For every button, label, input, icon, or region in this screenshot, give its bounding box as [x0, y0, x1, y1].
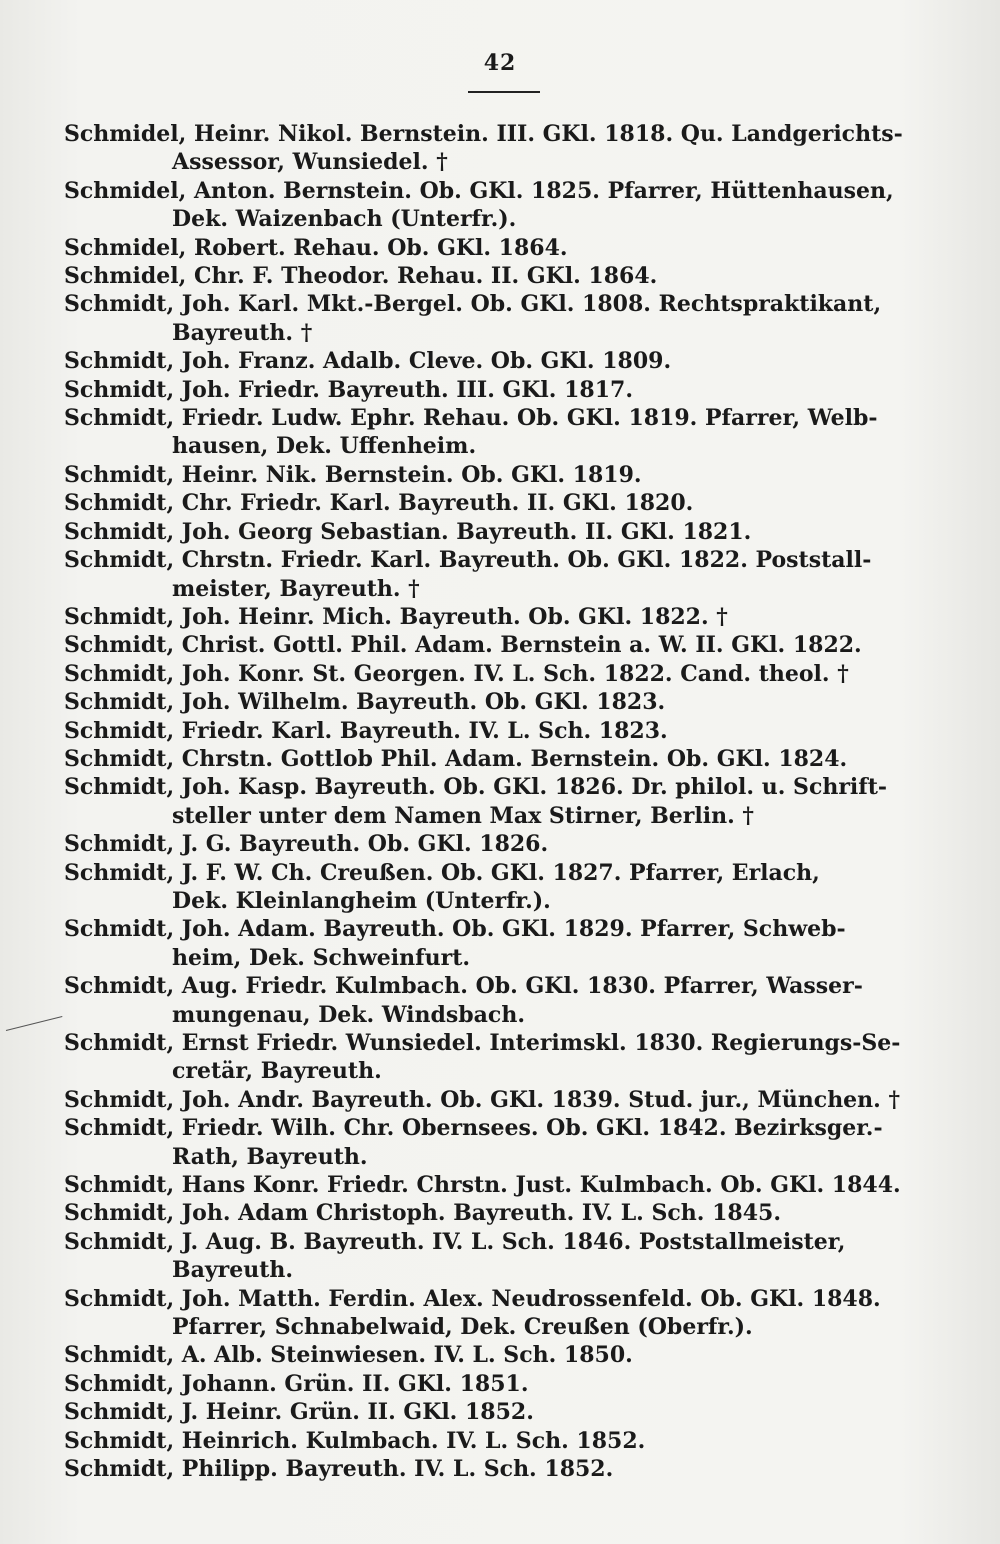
register-entry	[64, 830, 936, 858]
entry-line: Schmidt, Joh. Andr. Bayreuth. Ob. GKl. 1839. Stud. jur., München. †	[64, 1086, 900, 1113]
page-number: 42	[483, 50, 517, 76]
register-entry	[64, 859, 936, 916]
entry-line: Schmidt, J. F. W. Ch. Creußen. Ob. GKl. 1827. Pfarrer, Erlach,	[64, 859, 820, 886]
entry-line: Schmidel, Robert. Rehau. Ob. GKl. 1864.	[64, 234, 568, 261]
entry-line: Schmidel, Heinr. Nikol. Bernstein. III. GKl. 1818. Qu. Landgerichts-	[64, 121, 903, 147]
register-entries	[64, 120, 936, 1484]
entry-line: Schmidt, Heinrich. Kulmbach. IV. L. Sch. 1852.	[64, 1427, 646, 1454]
entry-continuation-line: Bayreuth. †	[172, 319, 313, 346]
entry-line: Schmidt, Hans Konr. Friedr. Chrstn. Just. Kulmbach. Ob. GKl. 1844.	[64, 1172, 901, 1199]
register-entry	[64, 660, 936, 688]
entry-line: Schmidt, Joh. Adam Christoph. Bayreuth. IV. L. Sch. 1845.	[64, 1200, 781, 1227]
register-entry	[64, 234, 936, 262]
register-entry	[64, 745, 936, 773]
register-entry	[64, 1029, 936, 1086]
entry-line: Schmidt, A. Alb. Steinwiesen. IV. L. Sch. 1850.	[64, 1342, 633, 1369]
entry-line: Schmidt, J. Aug. B. Bayreuth. IV. L. Sch. 1846. Poststallmeister,	[64, 1228, 846, 1255]
entry-continuation-line: cretär, Bayreuth.	[172, 1058, 382, 1085]
register-entry	[64, 177, 936, 234]
entry-continuation-line: hausen, Dek. Uffenheim.	[172, 433, 477, 460]
entry-continuation-line: meister, Bayreuth. †	[172, 575, 420, 602]
entry-line: Schmidt, Chr. Friedr. Karl. Bayreuth. II. GKl. 1820.	[64, 490, 694, 517]
register-entry	[64, 1171, 936, 1199]
margin-pencil-mark	[6, 1016, 63, 1031]
register-entry	[64, 120, 936, 177]
register-entry	[64, 518, 936, 546]
entry-line: Schmidt, J. Heinr. Grün. II. GKl. 1852.	[64, 1399, 534, 1426]
entry-continuation-line: heim, Dek. Schweinfurt.	[172, 944, 471, 971]
entry-line: Schmidt, Joh. Heinr. Mich. Bayreuth. Ob. GKl. 1822. †	[64, 603, 728, 630]
entry-line: Schmidt, Joh. Matth. Ferdin. Alex. Neudrossenfeld. Ob. GKl. 1848.	[64, 1285, 881, 1312]
register-entry	[64, 262, 936, 290]
entry-line: Schmidt, Joh. Adam. Bayreuth. Ob. GKl. 1829. Pfarrer, Schweb-	[64, 916, 846, 943]
register-entry	[64, 631, 936, 659]
register-entry	[64, 1341, 936, 1369]
entry-continuation-line: Dek. Kleinlangheim (Unterfr.).	[172, 887, 551, 914]
entry-line: Schmidt, Chrstn. Friedr. Karl. Bayreuth. Ob. GKl. 1822. Poststall-	[64, 547, 872, 574]
register-entry	[64, 1228, 936, 1285]
entry-continuation-line: mungenau, Dek. Windsbach.	[172, 1001, 525, 1028]
entry-continuation-line: Pfarrer, Schnabelwaid, Dek. Creußen (Oberfr.).	[172, 1314, 753, 1341]
register-entry	[64, 489, 936, 517]
entry-line: Schmidt, Ernst Friedr. Wunsiedel. Interimskl. 1830. Regierungs-Se-	[64, 1030, 901, 1056]
entry-line: Schmidt, Chrstn. Gottlob Phil. Adam. Bernstein. Ob. GKl. 1824.	[64, 745, 848, 772]
register-entry	[64, 688, 936, 716]
page-number-rule	[468, 91, 540, 93]
entry-line: Schmidt, Joh. Franz. Adalb. Cleve. Ob. GKl. 1809.	[64, 348, 672, 375]
register-entry	[64, 376, 936, 404]
register-entry	[64, 290, 936, 347]
entry-continuation-line: Rath, Bayreuth.	[172, 1143, 368, 1170]
entry-line: Schmidt, Friedr. Ludw. Ephr. Rehau. Ob. GKl. 1819. Pfarrer, Welb-	[64, 405, 878, 432]
register-entry	[64, 1455, 936, 1483]
entry-line: Schmidt, Friedr. Wilh. Chr. Obernsees. Ob. GKl. 1842. Bezirksger.-	[64, 1115, 883, 1142]
entry-line: Schmidel, Anton. Bernstein. Ob. GKl. 1825. Pfarrer, Hüttenhausen,	[64, 177, 894, 204]
register-entry	[64, 1199, 936, 1227]
entry-line: Schmidt, Joh. Konr. St. Georgen. IV. L. Sch. 1822. Cand. theol. †	[64, 660, 849, 687]
entry-line: Schmidt, Joh. Wilhelm. Bayreuth. Ob. GKl. 1823.	[64, 689, 666, 716]
register-entry	[64, 773, 936, 830]
entry-continuation-line: Bayreuth.	[172, 1257, 294, 1284]
entry-line: Schmidt, Joh. Kasp. Bayreuth. Ob. GKl. 1826. Dr. philol. u. Schrift-	[64, 774, 888, 801]
register-entry	[64, 347, 936, 375]
register-entry	[64, 1285, 936, 1342]
entry-continuation-line: Assessor, Wunsiedel. †	[172, 149, 448, 176]
register-entry	[64, 603, 936, 631]
entry-line: Schmidt, Friedr. Karl. Bayreuth. IV. L. Sch. 1823.	[64, 717, 668, 744]
entry-line: Schmidt, J. G. Bayreuth. Ob. GKl. 1826.	[64, 831, 549, 858]
register-entry	[64, 1086, 936, 1114]
register-entry	[64, 1427, 936, 1455]
entry-line: Schmidt, Heinr. Nik. Bernstein. Ob. GKl. 1819.	[64, 461, 642, 488]
entry-line: Schmidt, Joh. Friedr. Bayreuth. III. GKl. 1817.	[64, 376, 633, 403]
register-entry	[64, 1398, 936, 1426]
entry-continuation-line: steller unter dem Namen Max Stirner, Berlin. †	[172, 802, 754, 829]
register-entry	[64, 404, 936, 461]
entry-line: Schmidt, Aug. Friedr. Kulmbach. Ob. GKl. 1830. Pfarrer, Wasser-	[64, 973, 863, 1000]
register-entry	[64, 972, 936, 1029]
register-entry	[64, 915, 936, 972]
entry-continuation-line: Dek. Waizenbach (Unterfr.).	[172, 206, 517, 233]
register-entry	[64, 1114, 936, 1171]
entry-line: Schmidt, Christ. Gottl. Phil. Adam. Bernstein a. W. II. GKl. 1822.	[64, 632, 862, 659]
entry-line: Schmidel, Chr. F. Theodor. Rehau. II. GKl. 1864.	[64, 263, 658, 290]
register-entry	[64, 546, 936, 603]
entry-line: Schmidt, Joh. Karl. Mkt.-Bergel. Ob. GKl. 1808. Rechtspraktikant,	[64, 291, 882, 318]
register-entry	[64, 717, 936, 745]
register-entry	[64, 461, 936, 489]
entry-line: Schmidt, Philipp. Bayreuth. IV. L. Sch. 1852.	[64, 1456, 614, 1483]
register-entry	[64, 1370, 936, 1398]
entry-line: Schmidt, Johann. Grün. II. GKl. 1851.	[64, 1370, 529, 1397]
entry-line: Schmidt, Joh. Georg Sebastian. Bayreuth. II. GKl. 1821.	[64, 518, 752, 545]
